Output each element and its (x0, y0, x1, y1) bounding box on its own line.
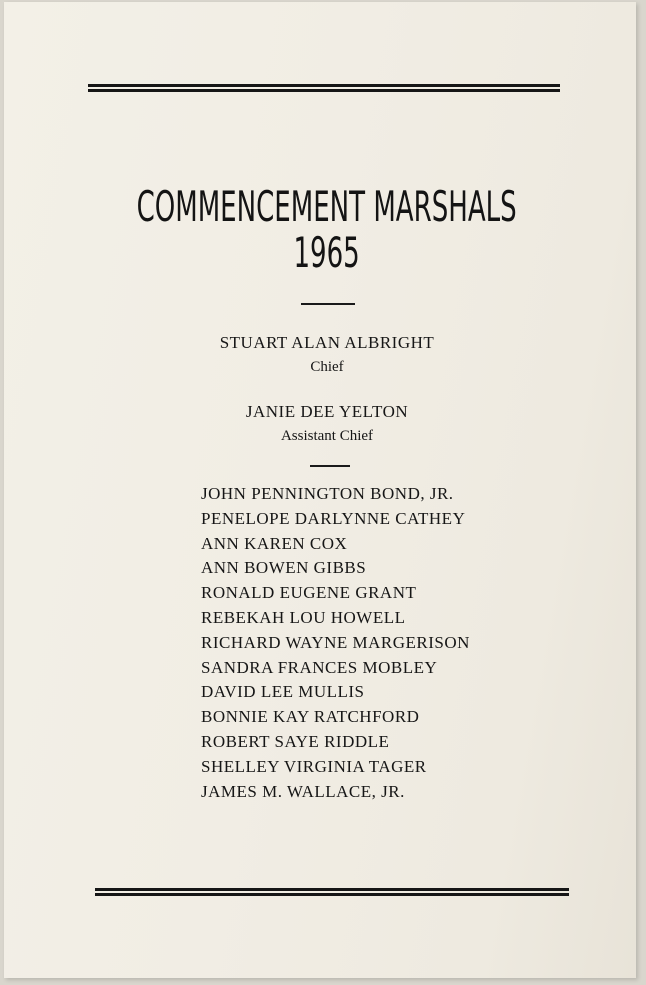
marshal-name: SANDRA FRANCES MOBLEY (201, 657, 438, 677)
marshal-list (201, 482, 470, 804)
program-page (4, 2, 636, 978)
marshal-name: ROBERT SAYE RIDDLE (201, 731, 390, 751)
rule-line (88, 84, 560, 87)
section-divider (310, 465, 350, 467)
marshal-name: PENELOPE DARLYNNE CATHEY (201, 508, 466, 528)
rule-line (88, 89, 560, 92)
marshal-name: JAMES M. WALLACE, JR. (201, 781, 405, 801)
assistant-chief-title: Assistant Chief (280, 428, 374, 444)
marshal-name: BONNIE KAY RATCHFORD (201, 707, 420, 727)
assistant-chief-name: JANIE DEE YELTON (245, 402, 409, 421)
marshal-name: RICHARD WAYNE MARGERISON (201, 632, 470, 652)
chief-title: Chief (310, 359, 344, 375)
top-double-rule (88, 84, 560, 93)
chief-name: STUART ALAN ALBRIGHT (219, 333, 435, 352)
section-divider (301, 303, 355, 305)
page-year: 1965 (293, 228, 360, 277)
page-title: COMMENCEMENT MARSHALS (136, 182, 517, 231)
marshal-name: DAVID LEE MULLIS (201, 682, 365, 702)
marshal-name: ANN BOWEN GIBBS (201, 558, 367, 578)
marshal-name: JOHN PENNINGTON BOND, JR. (201, 484, 454, 503)
rule-line (95, 893, 569, 896)
marshal-name: SHELLEY VIRGINIA TAGER (201, 756, 427, 776)
marshal-name: ANN KAREN COX (201, 533, 348, 553)
marshal-name: RONALD EUGENE GRANT (201, 583, 417, 603)
rule-line (95, 888, 569, 891)
marshal-name: REBEKAH LOU HOWELL (201, 607, 406, 627)
bottom-double-rule (95, 888, 569, 897)
